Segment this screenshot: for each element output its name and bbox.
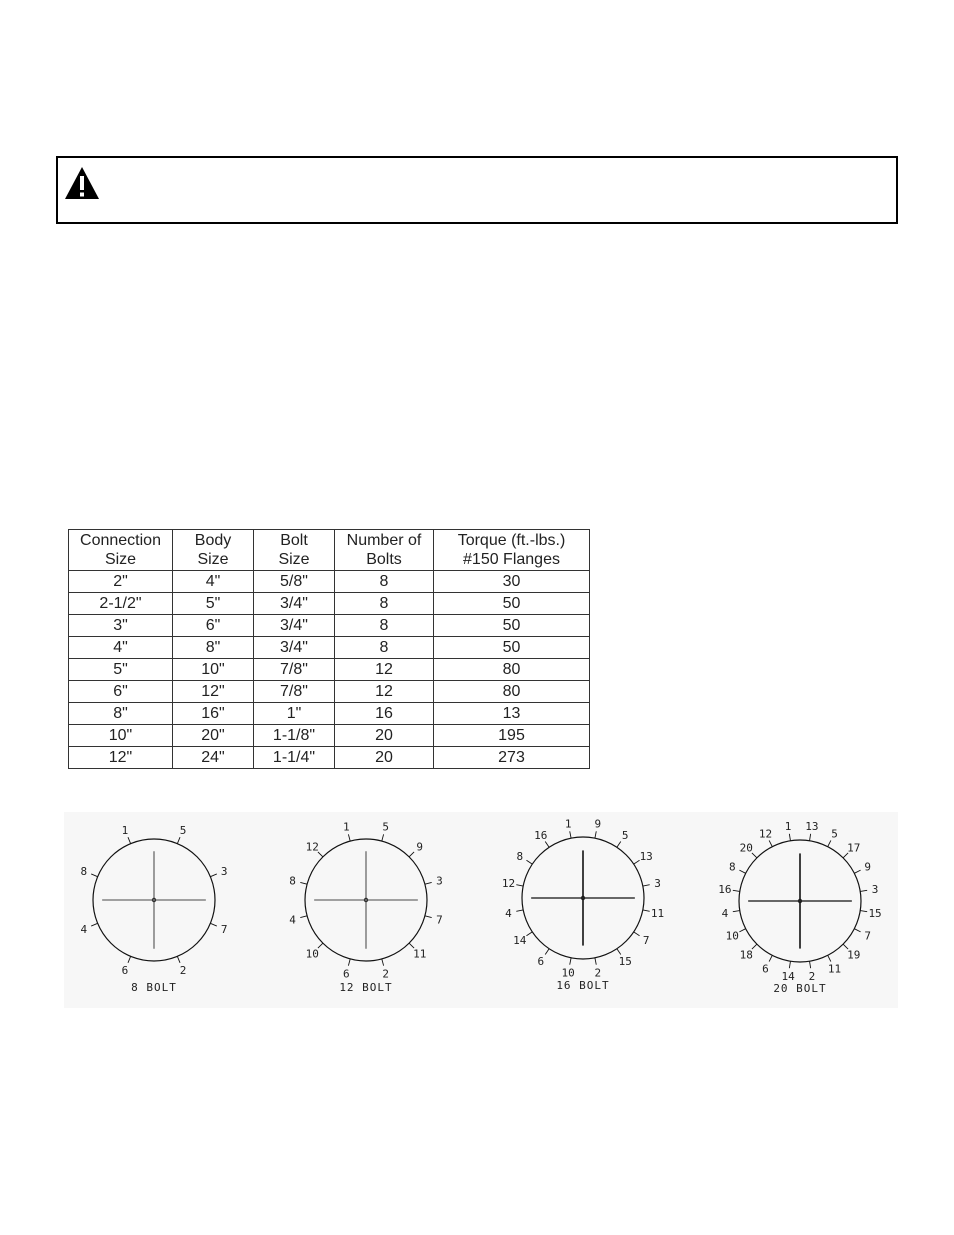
table-cell: 12"	[69, 747, 173, 769]
bolt-tick	[854, 870, 860, 873]
bolt-number-label: 6	[121, 964, 129, 978]
table-cell: 4"	[173, 571, 254, 593]
table-cell: 273	[434, 747, 590, 769]
bolt-number-label: 5	[621, 828, 629, 842]
table-cell: 80	[434, 681, 590, 703]
bolt-number-label: 9	[594, 817, 602, 831]
header-bolt-size: Bolt Size	[254, 530, 335, 571]
bolt-tick	[828, 955, 831, 961]
bolt-number-label: 12	[305, 840, 319, 854]
pattern-caption: 16 BOLT	[556, 979, 610, 992]
bolt-number-label: 3	[654, 877, 661, 891]
bolt-pattern-diagrams	[64, 812, 898, 1008]
bolt-number-label: 6	[537, 955, 545, 969]
bolt-tick	[828, 840, 831, 846]
table-cell: 20	[335, 747, 434, 769]
table-cell: 50	[434, 593, 590, 615]
table-row	[69, 681, 590, 703]
table-cell: 10"	[69, 725, 173, 747]
bolt-number-label: 13	[639, 849, 653, 863]
table-cell: 20	[335, 725, 434, 747]
table-cell: 8	[335, 637, 434, 659]
bolt-number-label: 4	[289, 913, 296, 927]
bolt-number-label: 7	[642, 934, 650, 948]
table-cell: 20"	[173, 725, 254, 747]
table-cell: 195	[434, 725, 590, 747]
bolt-tick	[617, 841, 621, 847]
bolt-number-label: 17	[847, 841, 861, 855]
bolt-tick	[382, 834, 384, 841]
bolt-number-label: 19	[847, 948, 861, 962]
table-cell: 50	[434, 615, 590, 637]
bolt-number-label: 3	[220, 864, 228, 878]
table-row	[69, 747, 590, 769]
table-cell: 30	[434, 571, 590, 593]
table-cell: 6"	[69, 681, 173, 703]
bolt-number-label: 9	[416, 840, 424, 854]
bolt-number-label: 14	[513, 934, 527, 948]
bolt-tick	[91, 874, 97, 877]
bolt-number-label: 5	[831, 827, 838, 841]
table-cell: 8"	[69, 703, 173, 725]
header-number-of-bolts: Number of Bolts	[335, 530, 434, 571]
table-row	[69, 725, 590, 747]
bolt-tick	[348, 834, 350, 841]
bolt-tick	[854, 929, 860, 932]
bolt-number-label: 11	[827, 962, 842, 976]
bolt-number-label: 9	[864, 860, 872, 874]
header-body-size: Body Size	[173, 530, 254, 571]
table-row	[69, 659, 590, 681]
table-cell: 24"	[173, 747, 254, 769]
bolt-tick	[382, 959, 384, 966]
bolt-number-label: 10	[561, 966, 575, 980]
bolt-number-label: 1	[564, 817, 572, 831]
bolt-tick	[210, 923, 216, 926]
table-cell: 3/4"	[254, 593, 335, 615]
bolt-number-label: 8	[80, 864, 88, 878]
bolt-tick	[739, 870, 745, 873]
table-cell: 3"	[69, 615, 173, 637]
bolt-number-label: 1	[121, 823, 129, 837]
table-cell: 8	[335, 571, 434, 593]
bolt-tick	[545, 841, 549, 847]
table-cell: 7/8"	[254, 659, 335, 681]
table-cell: 12	[335, 659, 434, 681]
bolt-tick	[526, 932, 532, 936]
bolt-tick	[409, 852, 414, 857]
table-cell: 12	[335, 681, 434, 703]
table-cell: 16"	[173, 703, 254, 725]
bolt-number-label: 16	[534, 828, 548, 842]
table-cell: 3/4"	[254, 637, 335, 659]
bolt-number-label: 13	[805, 819, 819, 833]
bolt-number-label: 3	[436, 874, 443, 888]
bolt-number-label: 8	[516, 849, 524, 863]
table-row	[69, 703, 590, 725]
bolt-tick	[789, 961, 790, 968]
bolt-tick	[643, 910, 650, 911]
table-cell: 5"	[173, 593, 254, 615]
bolt-number-label: 6	[762, 962, 769, 976]
bolt-tick	[300, 916, 307, 918]
table-cell: 8"	[173, 637, 254, 659]
bolt-tick	[789, 834, 790, 841]
bolt-tick	[128, 837, 131, 843]
bolt-number-label: 16	[718, 883, 732, 897]
bolt-pattern-svg	[64, 812, 898, 1008]
bolt-tick	[526, 860, 532, 864]
table-cell: 50	[434, 637, 590, 659]
table-cell: 2"	[69, 571, 173, 593]
bolt-tick	[516, 885, 523, 886]
bolt-number-label: 15	[618, 955, 632, 969]
pattern-caption: 8 BOLT	[131, 981, 177, 994]
bolt-tick	[595, 831, 596, 838]
bolt-tick	[545, 949, 549, 955]
warning-triangle-icon	[64, 166, 100, 200]
bolt-tick	[91, 923, 97, 926]
pattern-caption: 20 BOLT	[773, 982, 827, 995]
table-cell: 4"	[69, 637, 173, 659]
table-cell: 1"	[254, 703, 335, 725]
bolt-tick	[177, 837, 180, 843]
bolt-number-label: 8	[289, 874, 296, 888]
warning-box	[56, 156, 898, 224]
bolt-number-label: 12	[758, 827, 773, 841]
bolt-number-label: 3	[871, 883, 879, 897]
bolt-tick	[733, 911, 740, 912]
table-header-row	[69, 530, 590, 571]
bolt-number-label: 15	[868, 906, 882, 920]
bolt-number-label: 12	[501, 877, 516, 891]
table-cell: 10"	[173, 659, 254, 681]
bolt-number-label: 7	[220, 923, 228, 937]
bolt-number-label: 4	[721, 906, 729, 920]
bolt-tick	[810, 961, 811, 968]
bolt-tick	[634, 932, 640, 936]
bolt-tick	[733, 890, 740, 891]
bolt-tick	[595, 958, 596, 965]
bolt-number-label: 2	[382, 967, 389, 981]
bolt-number-label: 11	[413, 947, 427, 961]
bolt-tick	[643, 885, 650, 886]
torque-table	[68, 529, 590, 769]
table-cell: 2-1/2"	[69, 593, 173, 615]
bolt-tick	[210, 874, 216, 877]
bolt-tick	[425, 916, 432, 918]
table-row	[69, 615, 590, 637]
bolt-tick	[860, 911, 867, 912]
bolt-tick	[128, 956, 131, 962]
bolt-tick	[570, 831, 571, 838]
bolt-number-label: 5	[179, 823, 187, 837]
table-body	[69, 571, 590, 769]
table-cell: 1-1/8"	[254, 725, 335, 747]
bolt-number-label: 2	[594, 966, 602, 980]
bolt-number-label: 8	[728, 860, 736, 874]
bolt-tick	[739, 929, 745, 932]
bolt-number-label: 7	[864, 929, 872, 943]
bolt-number-label: 7	[436, 913, 443, 927]
bolt-number-label: 5	[382, 820, 389, 834]
bolt-tick	[769, 955, 772, 961]
bolt-tick	[860, 890, 867, 891]
bolt-tick	[617, 949, 621, 955]
bolt-tick	[516, 910, 523, 911]
header-torque: Torque (ft.-lbs.) #150 Flanges	[434, 530, 590, 571]
table-cell: 3/4"	[254, 615, 335, 637]
bolt-tick	[425, 882, 432, 884]
bolt-tick	[300, 882, 307, 884]
bolt-number-label: 4	[80, 923, 88, 937]
bolt-number-label: 10	[305, 947, 319, 961]
table-cell: 5/8"	[254, 571, 335, 593]
bolt-number-label: 1	[784, 819, 792, 833]
bolt-tick	[177, 956, 180, 962]
bolt-number-label: 14	[781, 970, 795, 984]
bolt-tick	[570, 958, 571, 965]
table-cell: 8	[335, 593, 434, 615]
table-row	[69, 571, 590, 593]
bolt-number-label: 2	[179, 964, 187, 978]
bolt-number-label: 10	[725, 929, 739, 943]
bolt-number-label: 20	[739, 841, 753, 855]
table-cell: 7/8"	[254, 681, 335, 703]
table-cell: 12"	[173, 681, 254, 703]
table-cell: 80	[434, 659, 590, 681]
bolt-number-label: 18	[739, 948, 753, 962]
table-cell: 13	[434, 703, 590, 725]
pattern-caption: 12 BOLT	[339, 981, 393, 994]
bolt-number-label: 11	[650, 906, 665, 920]
bolt-number-label: 6	[343, 967, 350, 981]
table-row	[69, 637, 590, 659]
table-cell: 6"	[173, 615, 254, 637]
table-cell: 1-1/4"	[254, 747, 335, 769]
bolt-number-label: 4	[505, 906, 512, 920]
table-row	[69, 593, 590, 615]
table-cell: 5"	[69, 659, 173, 681]
table-cell: 16	[335, 703, 434, 725]
bolt-tick	[810, 834, 811, 841]
bolt-tick	[769, 840, 772, 846]
bolt-number-label: 1	[343, 820, 350, 834]
bolt-number-label: 2	[808, 970, 816, 984]
bolt-tick	[348, 959, 350, 966]
table-cell: 8	[335, 615, 434, 637]
header-connection-size: Connection Size	[69, 530, 173, 571]
